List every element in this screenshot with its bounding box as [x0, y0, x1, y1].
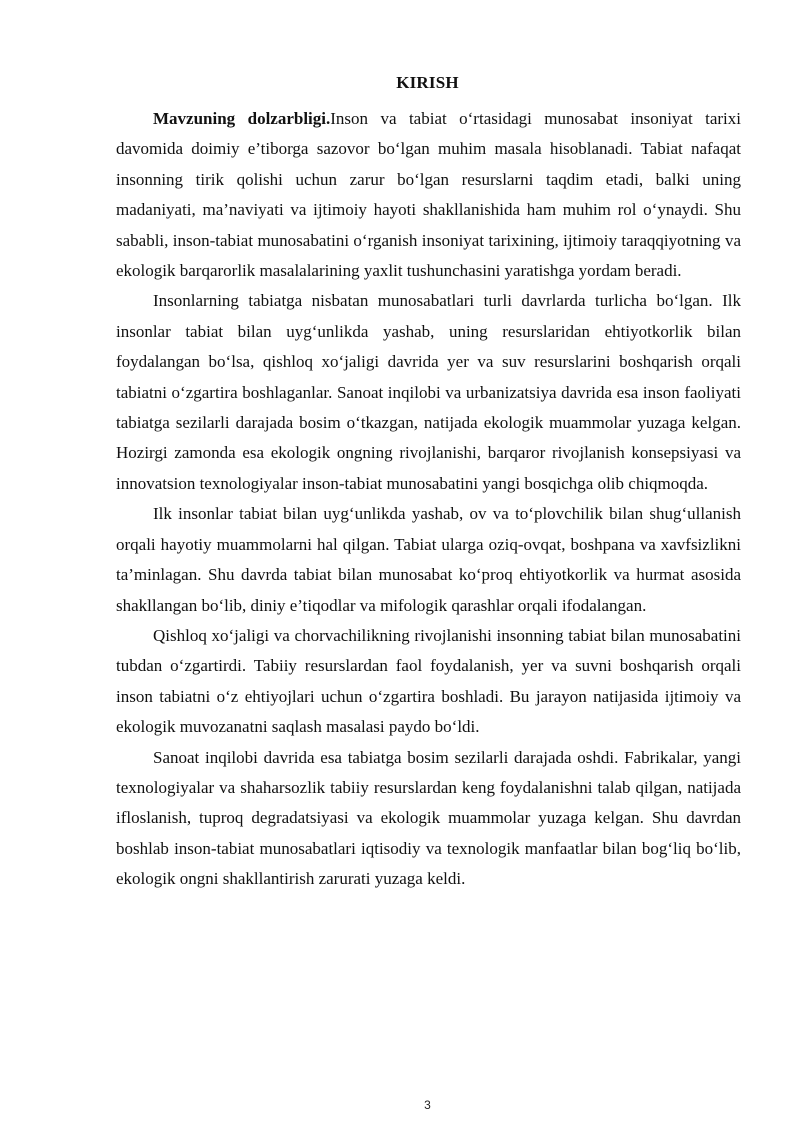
paragraph-early-humans: Ilk insonlar tabiat bilan uyg‘unlikda yashab, ov va to‘plovchilik bilan shug‘ullanish orqali hayotiy muammolarni hal qilgan. Tabiat ularga oziq-ovqat, boshpana va xavfsizlikni ta’minlagan. Shu davrda tabiat bilan munosabat ko‘proq ehtiyotkorlik va hurmat asosida shakllangan bo‘lib, diniy e’tiqodlar va mifologik qarashlar orqali ifodalangan.	[116, 504, 741, 615]
page-number: 3	[424, 1098, 431, 1112]
paragraph-industrial: Sanoat inqilobi davrida esa tabiatga bosim sezilarli darajada oshdi. Fabrikalar, yangi texnologiyalar va shaharsozlik tabiiy resurslardan keng foydalanishni talab qilgan, natijada ifloslanish, tuproq degradatsiyasi va ekologik muammolar yuzaga kelgan. Shu davrdan boshlab inson-tabiat munosabatlari iqtisodiy va texnologik manfaatlar bilan bog‘liq bo‘lib, ekologik ongni shakllantirish zarurati yuzaga keldi.	[116, 747, 741, 889]
document-body	[116, 104, 741, 895]
paragraph-agriculture: Qishloq xo‘jaligi va chorvachilikning rivojlanishi insonning tabiat bilan munosabatini tubdan o‘zgartirdi. Tabiiy resurslardan faol foydalanish, yer va suvni boshqarish orqali inson tabiatni o‘z ehtiyojlari uchun o‘zgartira boshladi. Bu jarayon natijasida ijtimoiy va ekologik muvozanatni saqlash masalasi paydo bo‘ldi.	[116, 625, 741, 737]
paragraph-lead: Mavzuning dolzarbligi.	[153, 109, 331, 128]
page-title: KIRISH	[396, 73, 459, 92]
paragraph-text: Inson va tabiat o‘rtasidagi munosabat insoniyat tarixi davomida doimiy e’tiborga sazovor bo‘lgan muhim masala hisoblanadi. Tabiat nafaqat insonning tirik qolishi uchun zarur bo‘lgan resurslarni taqdim etadi, balki uning madaniyati, ma’naviyati va ijtimoiy hayoti shakllanishida ham muhim rol o‘ynaydi. Shu sababli, inson-tabiat munosabatini o‘rganish insoniyat tarixining, ijtimoiy taraqqiyotning va ekologik barqarorlik masalalarining yaxlit tushunchasini yaratishga yordam beradi.	[116, 109, 742, 281]
paragraph-periods: Insonlarning tabiatga nisbatan munosabatlari turli davrlarda turlicha bo‘lgan. Ilk insonlar tabiat bilan uyg‘unlikda yashab, uning resurslaridan ehtiyotkorlik bilan foydalangan bo‘lsa, qishloq xo‘jaligi davrida yer va suv resurslarini boshqarish orqali tabiatni o‘zgartira boshlaganlar. Sanoat inqilobi va urbanizatsiya davrida esa inson faoliyati tabiatga sezilarli darajada bosim o‘tkazgan, natijada ekologik muammolar yuzaga kelgan. Hozirgi zamonda esa ekologik ongning rivojlanishi, barqaror rivojlanish konsepsiyasi va innovatsion texnologiyalar inson-tabiat munosabatini yangi bosqichga olib chiqmoqda.	[116, 291, 741, 493]
paragraph-relevance	[116, 104, 741, 286]
